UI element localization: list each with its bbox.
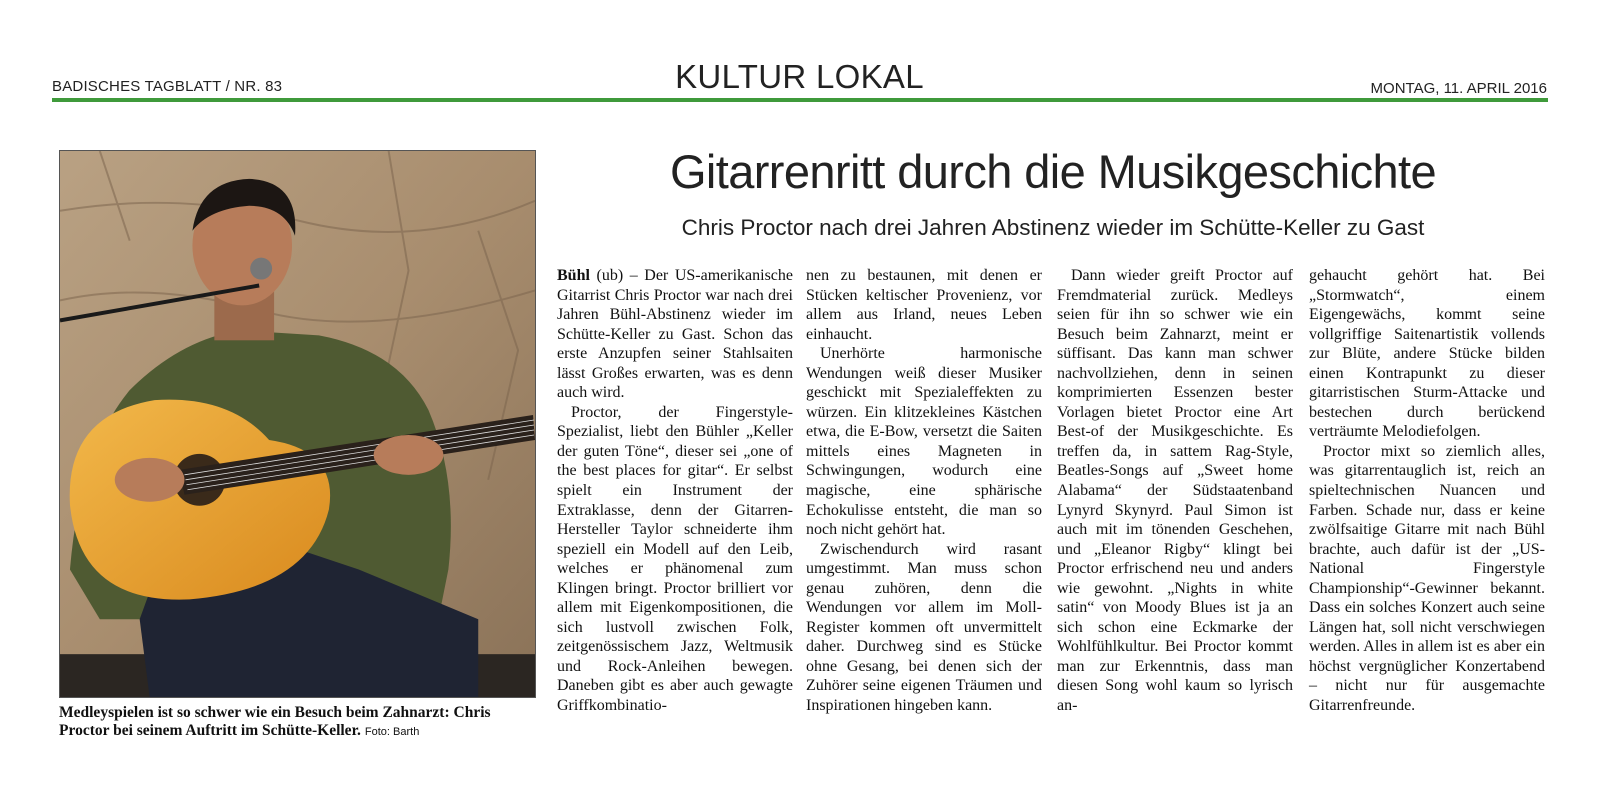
article-subheadline: Chris Proctor nach drei Jahren Abstinenz wieder im Schütte-Keller zu Gast bbox=[681, 215, 1425, 240]
lead-paragraph bbox=[557, 266, 793, 403]
paragraph: Proctor mixt so ziemlich alles, was gitarrentauglich ist, reich an spieltechnischen Nuancen und Farben. Schade nur, dass er keine zwölfsaitige Gitarre mit nach Bühl brachte, auch dafür ist der „US-National Fingerstyle Championship“-Gewinner bekannt. Dass ein solches Konzert auch seine Längen hat, soll nicht verschwiegen werden. Alles in allem ist es aber ein höchst vergnüglicher Konzertabend – nicht nur für ausgemachte Gitarrenfreunde. bbox=[1309, 442, 1545, 715]
article-column-3 bbox=[1057, 266, 1293, 716]
byline: (ub) bbox=[596, 267, 624, 284]
article-column-4 bbox=[1309, 266, 1545, 716]
masthead-rule bbox=[52, 98, 1548, 102]
article-column-2 bbox=[806, 266, 1042, 716]
section-title: KULTUR LOKAL bbox=[675, 58, 924, 95]
issue-date: MONTAG, 11. APRIL 2016 bbox=[1370, 80, 1547, 97]
paper-name: BADISCHES TAGBLATT / NR. 83 bbox=[52, 78, 283, 95]
paragraph: nen zu bestaunen, mit denen er Stücken keltischer Provenienz, vor allem aus Irland, neues Leben einhaucht. bbox=[806, 267, 1042, 343]
guitarist-photo-illustration bbox=[60, 151, 535, 697]
article-column-1 bbox=[557, 266, 793, 716]
paragraph: gehaucht gehört hat. Bei „Stormwatch“, einem Eigengewächs, kommt seine vollgriffige Saitenartistik vollends zur Blüte, andere Stücke bilden einen Kontrapunkt zu dieser gitarristischen Sturm-Attacke und bestechen durch berückend verträumte Melodiefolgen. bbox=[1309, 267, 1545, 441]
paragraph: Zwischendurch wird rasant umgestimmt. Man muss schon genau zuhören, denn die Wendungen vor allem im Moll-Register kommen oft unvermittelt daher. Durchweg sind es Stücke ohne Gesang, bei denen sich der Zuhörer seine eigenen Träumen und Inspirationen hingeben kann. bbox=[806, 540, 1042, 715]
caption-text: Medleyspielen ist so schwer wie ein Besuch beim Zahnarzt: Chris Proctor bei seinem Auftritt im Schütte-Keller. bbox=[59, 704, 491, 739]
paragraph: Unerhörte harmonische Wendungen weiß dieser Musiker geschickt mit Spezialeffekten zu würzen. Ein klitzekleines Kästchen etwa, die E-Bow, versetzt die Saiten mittels eines Magneten in Schwingungen, wodurch eine magische, eine sphärische Echokulisse entsteht, die man so noch nicht gehört hat. bbox=[806, 345, 1042, 539]
photo-credit: Foto: Barth bbox=[364, 726, 420, 738]
paragraph: Dann wieder greift Proctor auf Fremdmaterial zurück. Medleys seien für ihn so schwer wie ein Besuch beim Zahnarzt, meint er süffisant. Das kann man schwer nachvollziehen, denn in seinen komprimierten Essenzen bester Vorlagen bietet Proctor eine Art Best-of der Musikgeschichte. Es treffen da, in sattem Rag-Style, Beatles-Songs auf „Sweet home Alabama“ der Südstaatenband Lynyrd Skynyrd. Paul Simon ist auch mit im tönenden Geschehen, und „Eleanor Rigby“ klingt bei Proctor erfrischend neu und anders wie gewohnt. „Nights in white satin“ von Moody Blues ist ja an sich schon eine Eckmarke der Wohlfühlkultur. Bei Proctor kommt man zur Erkenntnis, dass man diesen Song wohl kaum so lyrisch an- bbox=[1057, 267, 1293, 715]
paragraph: Proctor, der Fingerstyle-Spezialist, liebt den Bühler „Keller der guten Töne“, dieser sei „one of the best places for gitar“. Er selbst spielt ein Instrument der Extraklasse, denn der Gitarren-Hersteller Taylor schneiderte ihm speziell ein Modell auf den Leib, welches er phänomenal zum Klingen bringt. Proctor brilliert vor allem mit Eigenkompositionen, die sich lustvoll zwischen Folk, zeitgenössischem Jazz, Weltmusik und Rock-Anleihen bewegen. Daneben gibt es aber auch gewagte Griffkombinatio- bbox=[557, 403, 793, 715]
lead-text: – Der US-amerikanische Gitarrist Chris Proctor war nach drei Jahren Bühl-Abstinenz wieder im Schütte-Keller zu Gast. Schon das erste Anzupfen seiner Stahlsaiten lässt Großes erwarten, was es denn auch wird. bbox=[557, 267, 793, 402]
photo-caption bbox=[59, 704, 539, 741]
dateline: Bühl bbox=[557, 267, 590, 284]
article-headline: Gitarrenritt durch die Musikgeschichte bbox=[669, 145, 1437, 198]
article-photo bbox=[59, 150, 536, 698]
